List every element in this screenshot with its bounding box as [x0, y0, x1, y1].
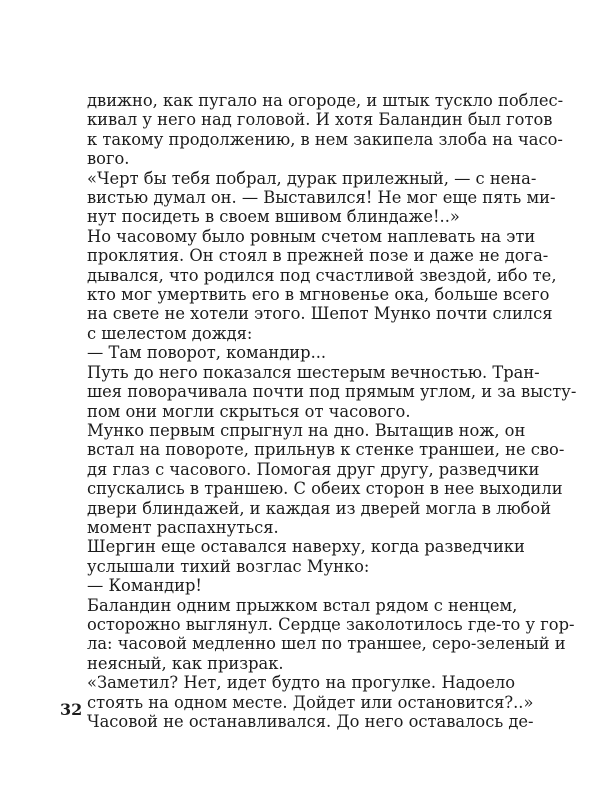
page-number: 32	[60, 700, 83, 719]
text-line: — Там поворот, командир...	[87, 343, 327, 363]
text-line: движно, как пугало на огороде, и штык тускло поблес-	[87, 91, 564, 110]
text-line: «Заметил? Нет, идет будто на прогулке. Надоело	[87, 673, 515, 693]
text-line: Путь до него показался шестерым вечностью. Тран-	[87, 362, 540, 382]
text-line: осторожно выглянул. Сердце заколотилось где-то у гор-	[87, 614, 575, 634]
text-line: пом они могли скрыться от часового.	[87, 401, 411, 421]
text-line: Но часовому было ровным счетом наплевать на эти	[87, 226, 536, 246]
text-line: двери блиндажей, и каждая из дверей могла в любой	[87, 498, 552, 518]
text-line: проклятия. Он стоял в прежней позе и даже не дога-	[87, 246, 549, 266]
text-line: Баландин одним прыжком встал рядом с ненцем,	[87, 595, 518, 615]
text-line: кивал у него над головой. И хотя Баландин был готов	[87, 110, 553, 130]
text-line: момент распахнуться.	[87, 517, 279, 537]
text-line: встал на повороте, прильнув к стенке траншеи, не сво-	[87, 440, 565, 460]
text-line: с шелестом дождя:	[87, 323, 253, 343]
text-line: на свете не хотели этого. Шепот Мунко почти слился	[87, 304, 553, 324]
text-line: шея поворачивала почти под прямым углом, и за высту-	[87, 382, 577, 402]
text-line: ла: часовой медленно шел по траншее, серо-зеленый и	[87, 634, 566, 654]
text-line: вого.	[87, 149, 130, 169]
text-line: дя глаз с часового. Помогая друг другу, разведчики	[87, 459, 540, 479]
text-line: Часовой не останавливался. До него оставалось де-	[87, 712, 534, 731]
body-text	[87, 91, 577, 731]
text-line: кто мог умертвить его в мгновенье ока, больше всего	[87, 285, 550, 305]
text-line: Мунко первым спрыгнул на дно. Вытащив нож, он	[87, 420, 526, 440]
text-line: — Командир!	[87, 576, 202, 596]
text-line: дывался, что родился под счастливой звездой, ибо те,	[87, 265, 557, 285]
text-line: «Черт бы тебя побрал, дурак прилежный, — с нена-	[87, 168, 537, 188]
text-line: стоять на одном месте. Дойдет или остановится?..»	[87, 692, 534, 712]
text-line: неясный, как призрак.	[87, 653, 284, 673]
text-line: нут посидеть в своем вшивом блиндаже!..»	[87, 207, 460, 227]
text-line: к такому продолжению, в нем закипела злоба на часо-	[87, 129, 563, 149]
text-line: Шергин еще оставался наверху, когда разведчики	[87, 537, 525, 557]
text-line: услышали тихий возглас Мунко:	[87, 556, 370, 576]
text-line: вистью думал он. — Выставился! Не мог еще пять ми-	[87, 188, 556, 208]
text-line: спускались в траншею. С обеих сторон в нее выходили	[87, 479, 563, 499]
